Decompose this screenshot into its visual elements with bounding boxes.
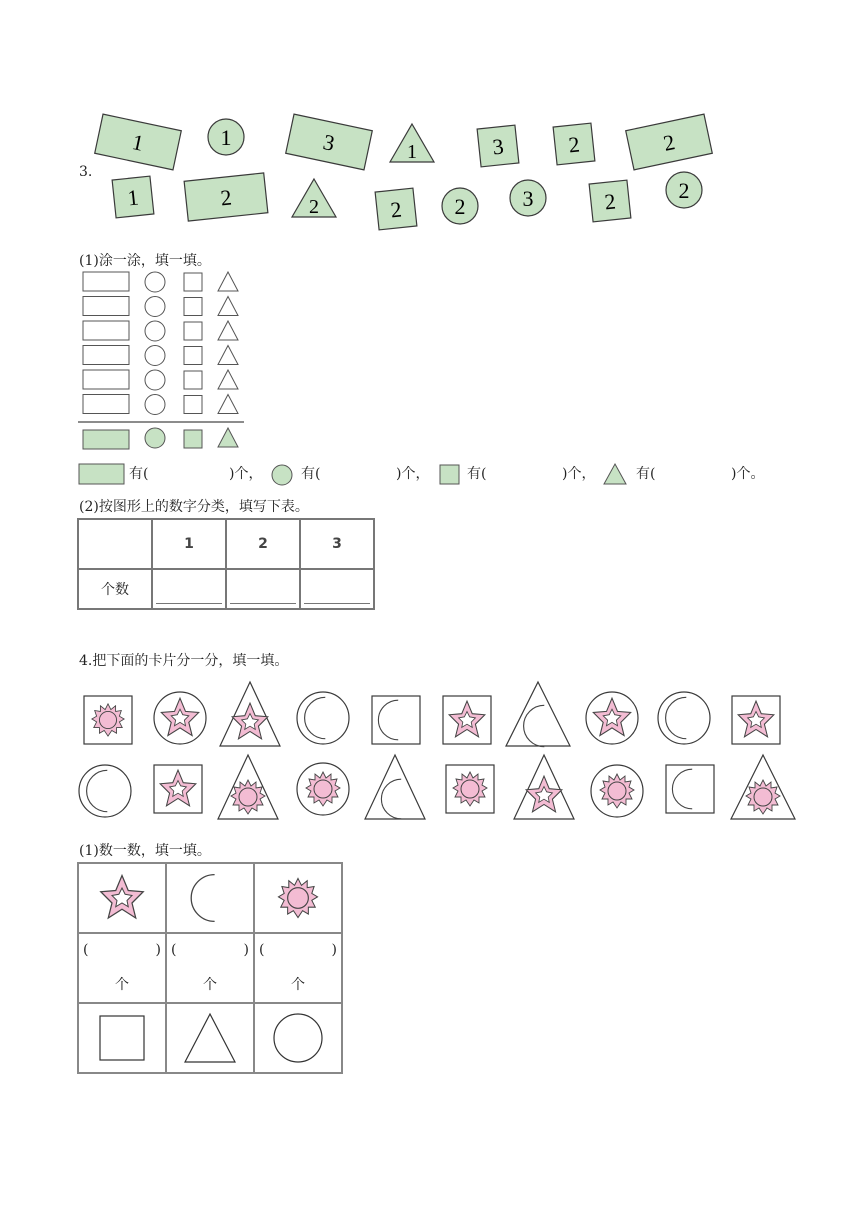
circle-icon — [510, 180, 546, 216]
table-cell — [254, 1003, 342, 1073]
card — [154, 765, 202, 813]
label-you: 有( — [129, 466, 149, 482]
circle-icon — [208, 119, 244, 155]
rectangle-icon — [83, 321, 129, 340]
square-icon — [184, 298, 202, 316]
shape-number: 2 — [661, 129, 678, 156]
paren-close: ) — [243, 942, 249, 958]
square-icon — [553, 123, 595, 165]
square-icon — [184, 371, 202, 389]
card — [658, 692, 710, 744]
moon-icon — [191, 875, 214, 922]
paren-close: ) — [155, 942, 161, 958]
answer-cell[interactable] — [254, 933, 342, 1003]
shape-number: 1 — [129, 129, 146, 156]
label-ge-end: )个。 — [731, 466, 765, 482]
shape-number: 2 — [219, 184, 233, 211]
card — [666, 765, 714, 813]
square-icon — [439, 464, 461, 486]
circle-icon — [145, 321, 165, 341]
grid-row — [83, 321, 238, 341]
answer-cell[interactable] — [300, 569, 374, 609]
table-row — [78, 933, 342, 1003]
rectangle-icon — [184, 173, 268, 221]
answer-cell[interactable] — [166, 933, 254, 1003]
card — [154, 692, 206, 744]
q3-part2-title: (2)按图形上的数字分类，填写下表。 — [79, 499, 309, 515]
table-header-1: 1 — [152, 519, 226, 569]
triangle-icon — [218, 428, 238, 447]
circle-icon — [145, 272, 165, 292]
paren-open: ( — [171, 942, 177, 958]
paren-close: ) — [331, 942, 337, 958]
card — [218, 755, 278, 819]
answer-cell[interactable] — [78, 933, 166, 1003]
card — [514, 755, 574, 819]
table-row — [78, 863, 342, 933]
grid-row — [83, 395, 238, 415]
rectangle-icon — [83, 395, 129, 414]
circle-icon — [145, 395, 165, 415]
sun-icon — [278, 878, 317, 917]
unit-ge: 个 — [203, 977, 217, 993]
circle-icon — [145, 297, 165, 317]
shape-number: 2 — [603, 188, 617, 215]
card — [365, 755, 425, 819]
paren-open: ( — [83, 942, 89, 958]
square-icon — [184, 430, 202, 448]
circle-icon — [145, 370, 165, 390]
shape-number: 1 — [407, 141, 417, 163]
square-icon — [112, 176, 154, 218]
answer-cell[interactable] — [226, 569, 300, 609]
grid-row — [83, 346, 238, 366]
circle-icon — [274, 1014, 322, 1062]
shape-number: 2 — [309, 196, 319, 218]
star-icon — [101, 876, 144, 919]
q3-shapes-row-bottom — [0, 165, 860, 235]
table-header-3: 3 — [300, 519, 374, 569]
triangle-icon — [185, 1014, 235, 1062]
triangle-icon — [390, 124, 434, 163]
card — [372, 696, 420, 744]
table-cell — [78, 1003, 166, 1073]
card — [732, 696, 780, 744]
square-icon — [477, 125, 519, 167]
answer-cell[interactable] — [152, 569, 226, 609]
shape-number: 2 — [389, 196, 403, 223]
rectangle-icon — [95, 114, 182, 170]
rectangle-icon — [78, 462, 126, 486]
shape-number: 2 — [678, 178, 690, 203]
rectangle-icon — [83, 272, 129, 291]
table-corner-cell — [78, 519, 152, 569]
square-icon — [184, 396, 202, 414]
question-3-number: 3. — [79, 164, 93, 180]
unit-ge: 个 — [291, 977, 305, 993]
triangle-icon — [218, 346, 238, 365]
square-icon — [589, 180, 631, 222]
number-count-table — [77, 518, 375, 610]
paren-open: ( — [259, 942, 265, 958]
triangle-icon — [218, 297, 238, 316]
card — [506, 682, 570, 747]
shape-number: 3 — [320, 129, 337, 156]
square-icon — [100, 1016, 144, 1060]
fill-line — [78, 462, 778, 486]
table-row-label: 个数 — [78, 569, 152, 609]
grid-row — [83, 272, 238, 292]
card — [443, 696, 491, 744]
table-row — [78, 1003, 342, 1073]
shape-number: 1 — [220, 125, 232, 150]
square-icon — [375, 188, 417, 230]
circle-icon — [145, 428, 165, 448]
card — [79, 765, 131, 817]
circle-icon — [442, 188, 478, 224]
card — [446, 765, 494, 813]
shape-number: 1 — [126, 184, 140, 211]
cards-row-2 — [70, 753, 800, 825]
square-icon — [184, 347, 202, 365]
triangle-icon — [292, 179, 336, 218]
table-row — [78, 519, 374, 569]
label-ge: )个， — [396, 466, 430, 482]
rectangle-icon — [626, 114, 713, 170]
card — [731, 755, 795, 819]
card — [591, 765, 643, 817]
circle-icon — [145, 346, 165, 366]
table-cell — [78, 863, 166, 933]
shape-number: 3 — [491, 133, 505, 160]
shape-number: 3 — [522, 186, 534, 211]
triangle-icon — [218, 272, 238, 291]
coloring-grid[interactable] — [78, 268, 248, 454]
question-4-title: 4.把下面的卡片分一分，填一填。 — [79, 653, 289, 669]
label-ge: )个， — [562, 466, 596, 482]
card — [586, 692, 638, 744]
label-you: 有( — [636, 466, 656, 482]
table-row — [78, 569, 374, 609]
shape-number: 2 — [567, 131, 581, 158]
q3-part1-title: (1)涂一涂，填一填。 — [79, 253, 211, 269]
label-you: 有( — [301, 466, 321, 482]
table-header-2: 2 — [226, 519, 300, 569]
label-ge: )个， — [229, 466, 263, 482]
triangle-icon — [218, 395, 238, 414]
rectangle-icon — [83, 297, 129, 316]
grid-row — [83, 370, 238, 390]
shape-number: 2 — [454, 194, 466, 219]
square-icon — [184, 322, 202, 340]
triangle-icon — [602, 462, 628, 486]
circle-icon — [666, 172, 702, 208]
cards-row-1 — [70, 680, 800, 750]
triangle-icon — [218, 321, 238, 340]
rectangle-icon — [83, 346, 129, 365]
card-count-table — [77, 862, 343, 1074]
q4-part1-title: (1)数一数，填一填。 — [79, 843, 211, 859]
rectangle-icon — [286, 114, 373, 170]
table-cell — [254, 863, 342, 933]
answer-blank[interactable] — [669, 466, 731, 482]
card — [84, 696, 132, 744]
answer-blank[interactable] — [334, 466, 396, 482]
rectangle-icon — [83, 430, 129, 449]
grid-row — [83, 297, 238, 317]
card — [297, 763, 349, 815]
circle-icon — [270, 463, 294, 487]
answer-blank[interactable] — [500, 466, 562, 482]
unit-ge: 个 — [115, 977, 129, 993]
triangle-icon — [218, 370, 238, 389]
rectangle-icon — [83, 370, 129, 389]
card — [220, 682, 280, 746]
square-icon — [184, 273, 202, 291]
table-cell — [166, 1003, 254, 1073]
label-you: 有( — [467, 466, 487, 482]
table-cell — [166, 863, 254, 933]
answer-blank[interactable] — [162, 466, 228, 482]
card — [297, 692, 349, 744]
